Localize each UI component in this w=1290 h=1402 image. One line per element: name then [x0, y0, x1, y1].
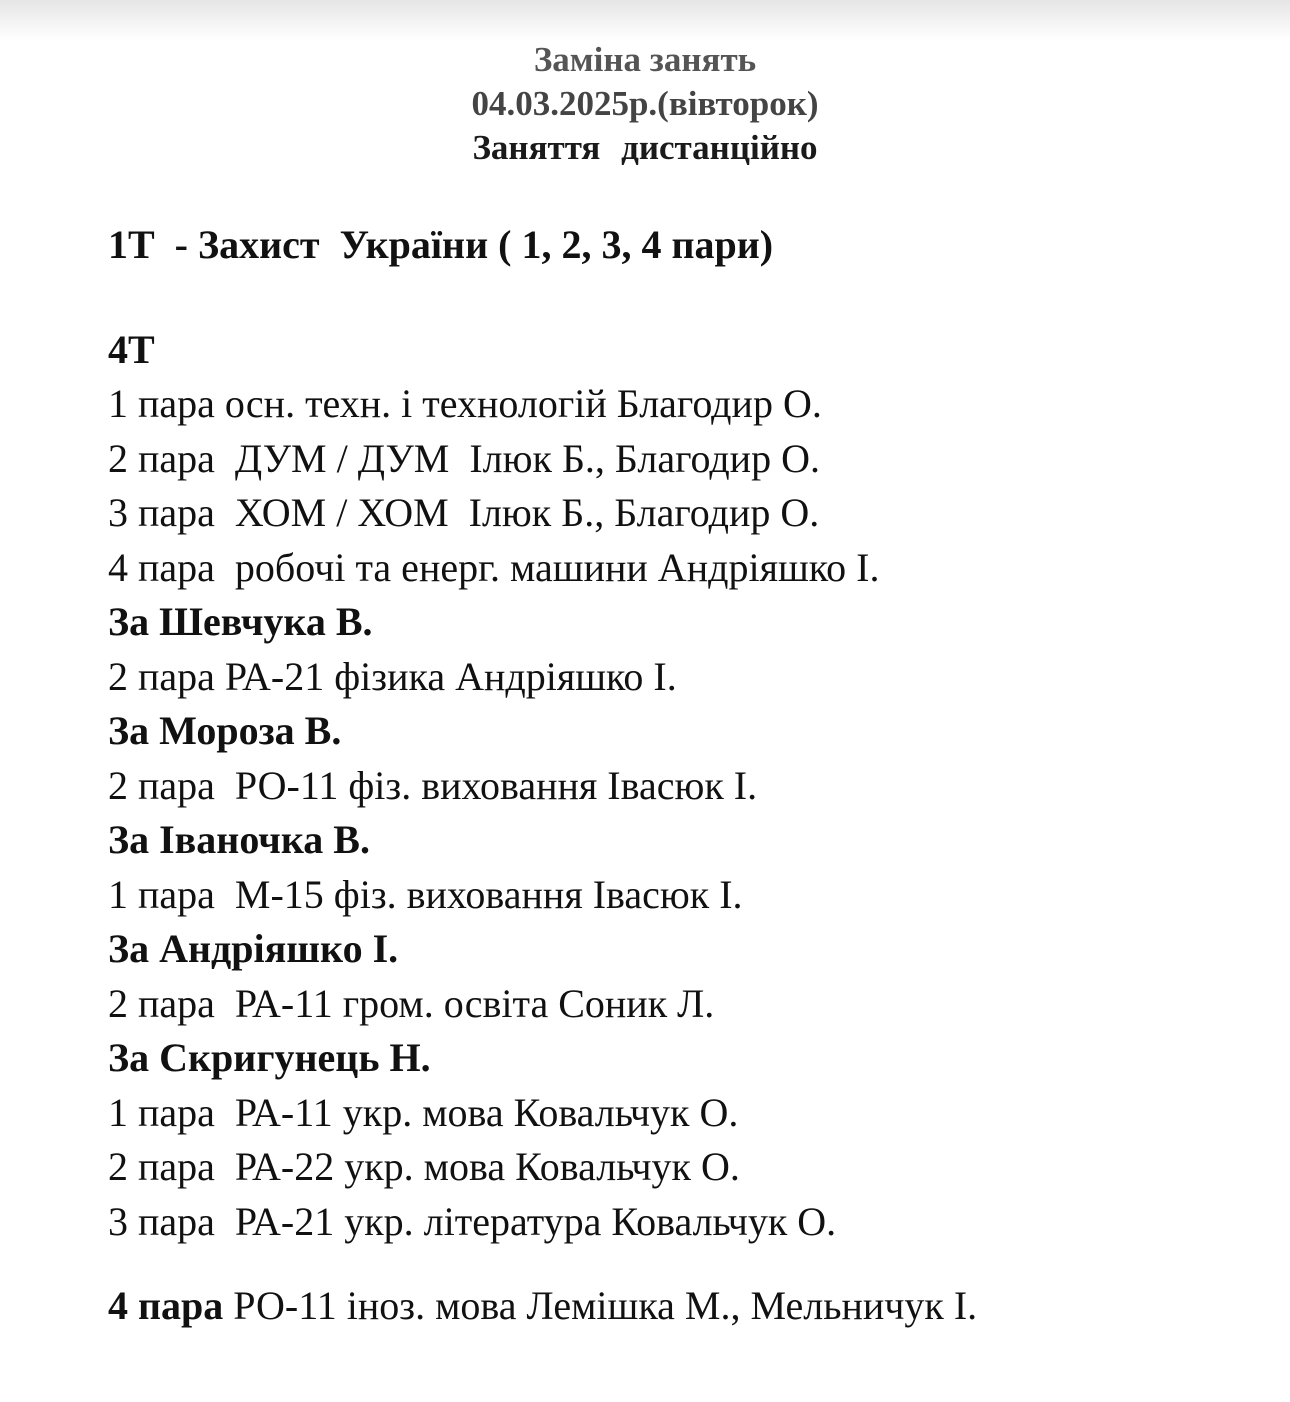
replacement-line: 2 пара РО-11 фіз. виховання Івасюк І.: [108, 762, 758, 808]
replacement-heading: За Шевчука В.: [108, 599, 373, 644]
replacement-line: 1 пара М-15 фіз. виховання Івасюк І.: [108, 871, 743, 917]
group-4t-heading: 4Т: [108, 326, 155, 372]
group-4t-line: 1 пара осн. техн. і технологій Благодир О.: [108, 381, 822, 426]
replacement-heading: За Скригунець Н.: [108, 1035, 431, 1080]
replacement-line: 2 пара РА-22 укр. мова Ковальчук О.: [108, 1144, 740, 1189]
top-shadow: [0, 0, 1290, 40]
spacer: [108, 1249, 1258, 1279]
replacement-line: 3 пара РА-21 укр. література Ковальчук О.: [108, 1198, 837, 1244]
final-line-bold-part: 4 пара: [108, 1283, 224, 1328]
replacement-heading: За Мороза В.: [108, 708, 342, 753]
document-body: [108, 218, 1258, 1334]
replacement-heading: За Андріяшко І.: [108, 926, 399, 971]
replacement-line: 1 пара РА-11 укр. мова Ковальчук О.: [108, 1089, 739, 1135]
document-header: [0, 38, 1290, 170]
group-4t-line: 3 пара ХОМ / ХОМ Ілюк Б., Благодир О.: [108, 490, 820, 535]
final-line-rest: РО-11 іноз. мова Лемішка М., Мельничук І.: [223, 1283, 978, 1328]
spacer: [108, 273, 1258, 323]
replacement-heading: За Іваночка В.: [108, 817, 370, 862]
document-note: Заняття дистанційно: [472, 128, 818, 167]
document-title: Заміна занять: [533, 40, 757, 79]
final-line: [108, 1279, 1258, 1334]
group-4t-line: 2 пара ДУМ / ДУМ Ілюк Б., Благодир О.: [108, 435, 820, 481]
group-1t-line: 1Т - Захист України ( 1, 2, 3, 4 пари): [108, 222, 774, 267]
document-date: 04.03.2025р.(вівторок): [471, 84, 819, 123]
group-4t-line: 4 пара робочі та енерг. машини Андріяшко І.: [108, 544, 880, 590]
replacement-line: 2 пара РА-21 фізика Андріяшко І.: [108, 653, 677, 699]
replacement-line: 2 пара РА-11 гром. освіта Соник Л.: [108, 980, 715, 1026]
